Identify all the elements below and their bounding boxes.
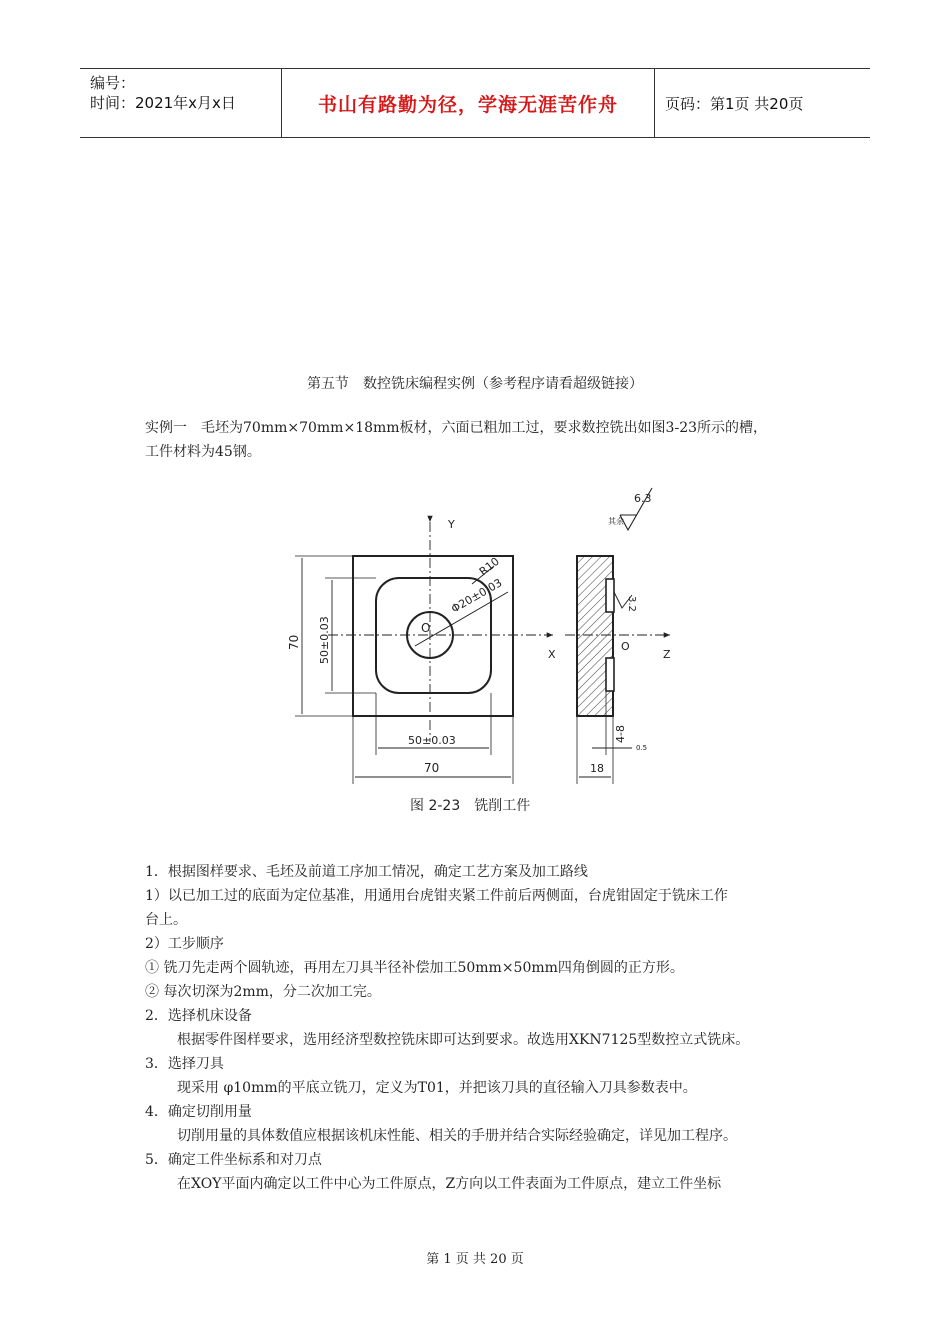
body-line: 5．确定工件坐标系和对刀点 [145,1152,322,1168]
intro-line-2: 工件材料为45钢。 [145,444,261,460]
roughness-note-label: 其余 [608,517,624,526]
milling-part-drawing [270,480,690,820]
body-line: 2．选择机床设备 [145,1008,252,1024]
body-line: 2）工步顺序 [145,936,224,952]
figure-caption: 图 2-23 铣削工件 [410,798,531,814]
number-label: 编号： [90,74,136,92]
body-line: 3．选择刀具 [145,1056,224,1072]
outer-height-label: 70 [287,634,301,650]
inner-width-label: 50±0.03 [408,734,456,747]
body-line: 4．确定切削用量 [145,1104,252,1120]
hole-dimension-label: Φ20±0.03 [449,576,505,616]
intro-line-1: 实例一 毛坯为70mm×70mm×18mm板材，六面已粗加工过，要求数控铣出如图3-23所示的槽， [145,420,768,436]
body-line: ② 每次切深为2mm，分二次加工完。 [145,984,381,1000]
x-axis-label: X [548,648,556,661]
header-meta [80,69,282,137]
slot-upper [606,579,614,612]
section-title: 第五节 数控铣床编程实例（参考程序请看超级链接） [307,376,643,392]
y-axis-label: Y [448,518,455,531]
body-line: 根据零件图样要求，选用经济型数控铣床即可达到要求。故选用XKN7125型数控立式铣床。 [177,1032,750,1048]
body-text [145,860,815,1196]
header-slogan: 书山有路勤为径，学海无涯苦作舟 [282,69,655,137]
body-line: 在XOY平面内确定以工件中心为工件原点，Z方向以工件表面为工件原点，建立工件坐标 [177,1176,722,1192]
body-line: 台上。 [145,912,187,928]
header-page-info: 页码：第1页 共20页 [665,95,804,113]
page-footer: 第 1 页 共 20 页 [426,1252,524,1267]
document-header [80,68,870,138]
time-label: 时间：2021年x月x日 [90,94,236,112]
depth-tolerance-label: 0.5 [636,744,648,752]
body-line: 现采用 φ10mm的平底立铣刀，定义为T01，并把该刀具的直径输入刀具参数表中。 [177,1080,697,1096]
roughness-slot-label: 3.2 [626,596,637,612]
origin-right-label: O [621,640,630,653]
z-axis-label: Z [663,648,671,661]
body-line: ① 铣刀先走两个圆轨迹，再用左刀具半径补偿加工50mm×50mm四角倒圆的正方形。 [145,960,684,976]
body-line: 切削用量的具体数值应根据该机床性能、相关的手册并结合实际经验确定，详见加工程序。 [177,1128,737,1144]
outer-width-label: 70 [424,761,440,775]
radius-label: R10 [476,554,502,579]
body-line: 1）以已加工过的底面为定位基准，用通用台虎钳夹紧工件前后两侧面，台虎钳固定于铣床工作 [145,888,728,904]
body-line: 1．根据图样要求、毛坯及前道工序加工情况，确定工艺方案及加工路线 [145,864,588,880]
origin-left-label: O [421,621,431,635]
depth-label: 4-8 [614,725,627,743]
roughness-general-label: 6.3 [634,492,652,505]
thickness-label: 18 [590,762,604,775]
slot-lower [606,658,614,691]
inner-height-label: 50±0.03 [318,616,331,664]
intro-paragraph [145,416,815,464]
